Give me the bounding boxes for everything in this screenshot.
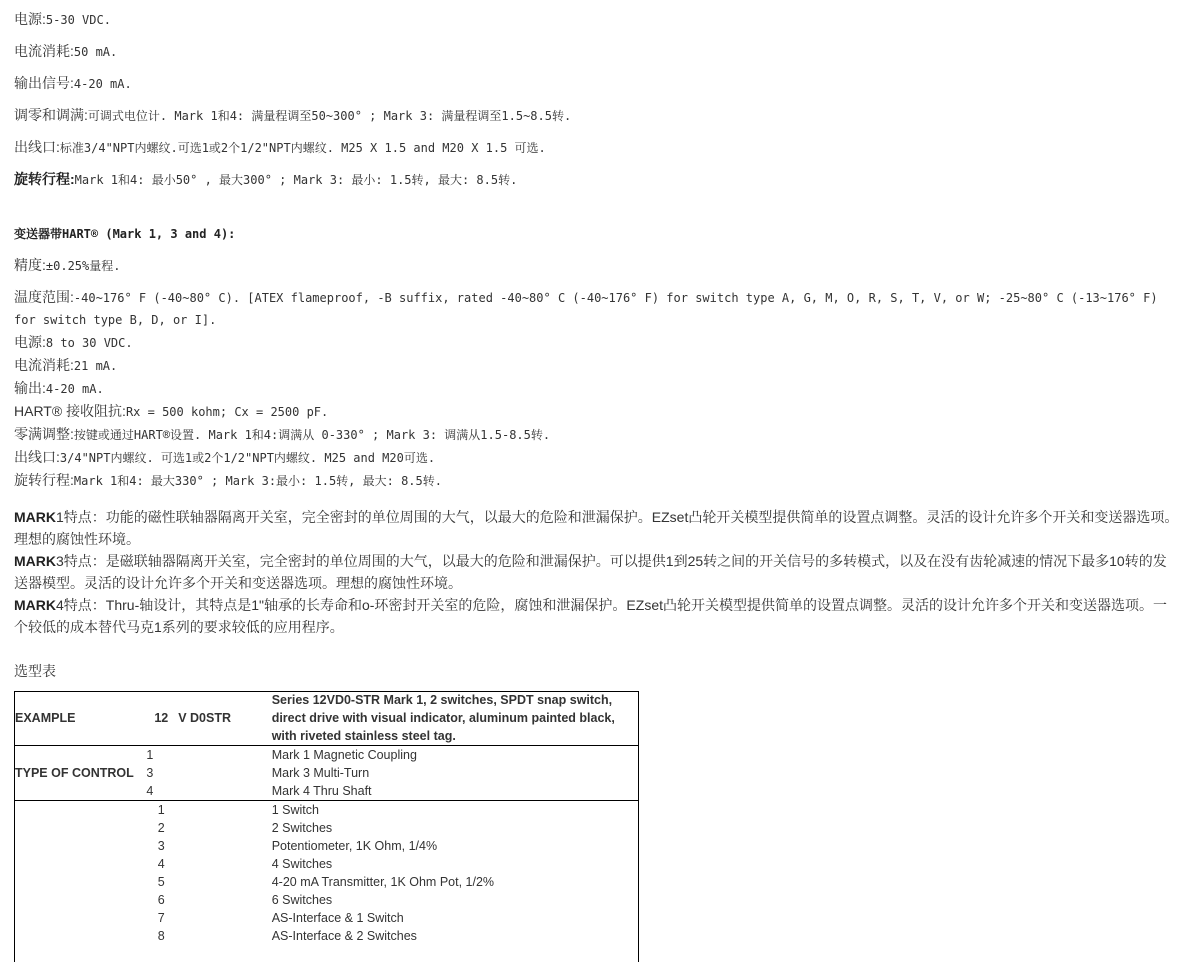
spec-line: 旋转行程:Mark 1和4: 最大330° ; Mark 3:最小: 1.5转, 最大: 8.5转.: [14, 472, 442, 488]
spec-block-2: [14, 286, 1164, 492]
table-row: [14, 909, 638, 927]
row-code: 7: [157, 911, 165, 925]
spec-line: 电源:8 to 30 VDC.: [14, 334, 133, 350]
row-description: 6 Switches: [271, 893, 333, 907]
row-description: Potentiometer, 1K Ohm, 1/4%: [271, 839, 438, 853]
row-description: AS-Interface & 2 Switches: [271, 929, 417, 943]
row-description: 4-20 mA Transmitter, 1K Ohm Pot, 1/2%: [271, 875, 495, 889]
example-label: EXAMPLE: [15, 711, 76, 725]
row-code: 1: [145, 746, 177, 765]
feature-paragraph: MARK1特点：功能的磁性联轴器隔离开关室，完全密封的单位周围的大气，以最大的危险和泄漏保护。EZset凸轮开关模型提供简单的设置点调整。灵活的设计允许多个开关和变送器选项。理想的腐蚀性环境。: [14, 509, 1179, 547]
spec-line: 电源:5-30 VDC.: [14, 11, 111, 27]
accuracy-line: 精度:±0.25%量程.: [14, 257, 121, 273]
spec-line: HART® 接收阻抗:Rx = 500 kohm; Cx = 2500 pF.: [14, 403, 329, 419]
control-label: TYPE OF CONTROL: [14, 746, 145, 801]
table-row: [14, 891, 638, 909]
table-row-example: [14, 691, 638, 746]
row-code: 5: [157, 875, 165, 889]
table-row: [14, 746, 638, 765]
row-code: 4: [146, 784, 154, 798]
hart-heading: 变送器带HART® (Mark 1, 3 and 4):: [14, 227, 236, 241]
row-code: 3: [146, 766, 154, 780]
row-description: 4 Switches: [271, 857, 333, 871]
row-description: 2 Switches: [271, 821, 333, 835]
spec-line: 电流消耗:21 mA.: [14, 357, 118, 373]
spec-line: 输出:4-20 mA.: [14, 380, 104, 396]
row-code: 4: [157, 857, 165, 871]
example-description: Series 12VD0-STR Mark 1, 2 switches, SPDT snap switch, direct drive with visual indicator, aluminum painted black, with riveted stainless steel tag.: [271, 693, 615, 743]
spec-line: 出线口:标准3/4"NPT内螺纹.可选1或2个1/2"NPT内螺纹. M25 X 1.5 and M20 X 1.5 可选.: [14, 139, 546, 155]
row-code: 8: [157, 929, 165, 943]
feature-paragraph: MARK4特点：Thru-轴设计，其特点是1"轴承的长寿命和o-环密封开关室的危险，腐蚀和泄漏保护。EZset凸轮开关模型提供简单的设置点调整。灵活的设计允许多个开关和变送器选项。一个较低的成本替代马克1系列的要求较低的应用程序。: [14, 597, 1167, 635]
feature-paragraph: MARK3特点：是磁联轴器隔离开关室，完全密封的单位周围的大气，以最大的危险和泄漏保护。可以提供1到25转之间的开关信号的多转模式，以及在没有齿轮减速的情况下最多10转的发送器模型。灵活的设计允许多个开关和变送器选项。理想的腐蚀性环境。: [14, 553, 1167, 591]
features-block: [14, 506, 1179, 638]
row-code: 3: [157, 839, 165, 853]
spec-line: 旋转行程:Mark 1和4: 最小50° , 最大300° ; Mark 3: 最小: 1.5转, 最大: 8.5转.: [14, 171, 518, 187]
table-title: 选型表: [14, 663, 56, 679]
spec-line: 调零和调满:可调式电位计. Mark 1和4: 满量程调至50~300° ; Mark 3: 满量程调至1.5~8.5转.: [14, 107, 572, 123]
example-code-options: V D0STR: [178, 711, 231, 725]
row-code: 2: [157, 821, 165, 835]
example-code-series: 12: [154, 711, 169, 725]
spec-line: 温度范围:-40~176° F (-40~80° C). [ATEX flameproof, -B suffix, rated -40~80° C (-40~176° F) for switch type A, G, M, O, R, S, T, V, or W; -25~80° C (-13~176° F) for switch type B, D, or I].: [14, 289, 1158, 327]
spec-line: 电流消耗:50 mA.: [14, 43, 118, 59]
row-code: 1: [145, 801, 177, 820]
table-row: [14, 855, 638, 873]
row-description: Mark 3 Multi-Turn: [271, 766, 370, 780]
row-description: AS-Interface & 1 Switch: [271, 911, 404, 925]
row-description: 1 Switch: [271, 801, 638, 820]
table-row: [14, 873, 638, 891]
row-description: Mark 4 Thru Shaft: [271, 784, 372, 798]
row-code: 6: [157, 893, 165, 907]
row-description: Mark 1 Magnetic Coupling: [271, 746, 638, 765]
selection-table: [14, 691, 638, 945]
spec-line: 输出信号:4-20 mA.: [14, 75, 132, 91]
table-row: [14, 927, 638, 945]
table-row: [14, 837, 638, 855]
table-row: [14, 801, 638, 820]
spec-line: 出线口:3/4"NPT内螺纹. 可选1或2个1/2"NPT内螺纹. M25 and M20可选.: [14, 449, 436, 465]
spec-line: 零满调整:按键或通过HART®设置. Mark 1和4:调满从 0-330° ; Mark 3: 调满从1.5-8.5转.: [14, 426, 551, 442]
table-row: [14, 819, 638, 837]
